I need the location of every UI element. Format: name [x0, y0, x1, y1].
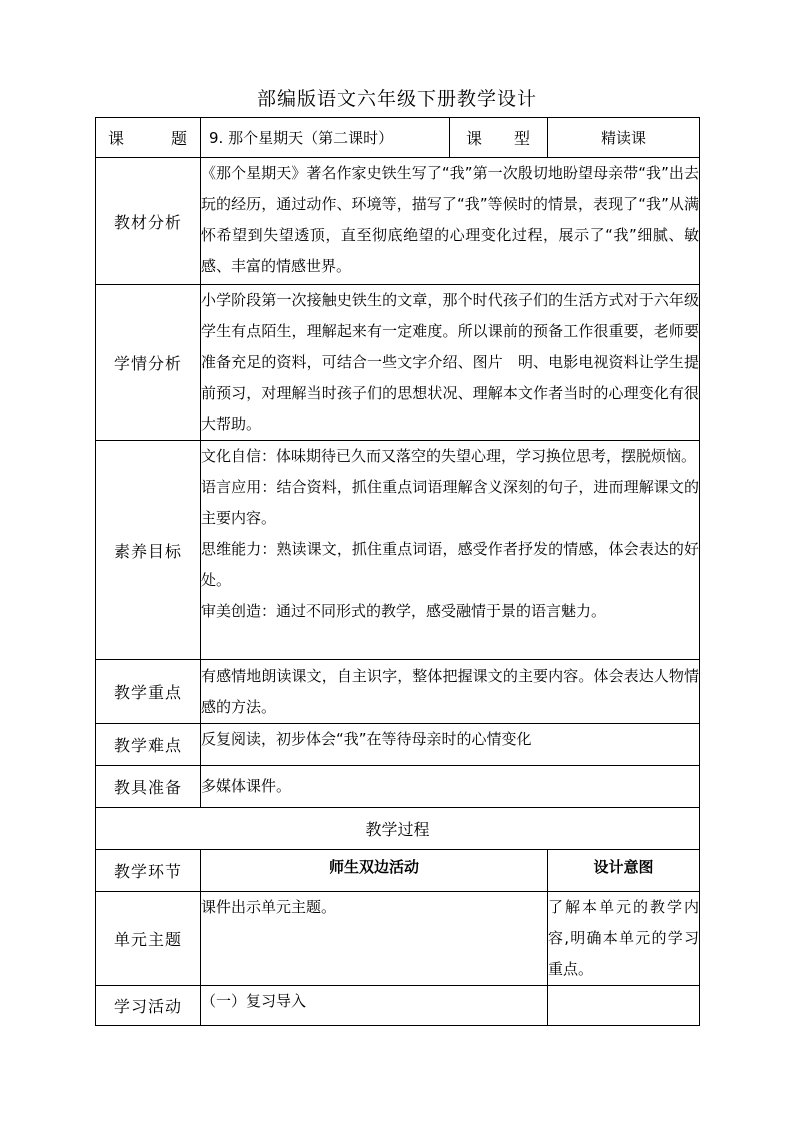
type-label-char-1: 课	[466, 129, 484, 148]
study-label: 学习活动	[96, 986, 201, 1026]
goal-item: 审美创造：通过不同形式的教学，感受融情于景的语言魅力。	[201, 602, 607, 620]
goal-item: 思维能力：熟读课文，抓住重点词语，感受作者抒发的情感，体会表达的好处。	[201, 540, 699, 589]
type-label-cell	[450, 118, 548, 158]
type-value: 精读课	[548, 118, 700, 158]
header-row	[96, 118, 700, 158]
key-text: 有感情地朗读课文，自主识字，整体把握课文的主要内容。体会表达人物情感的方法。	[201, 660, 700, 724]
unit-activity: 课件出示单元主题。	[201, 892, 548, 986]
difficulty-text: 反复阅读，初步体会“我”在等待母亲时的心情变化	[201, 724, 700, 766]
student-label: 学情分析	[96, 285, 201, 441]
process-title-row	[96, 808, 700, 850]
student-row	[96, 285, 700, 441]
study-row	[96, 986, 700, 1026]
tools-row	[96, 766, 700, 808]
goal-item: 语言应用：结合资料，抓住重点词语理解含义深刻的句子，进而理解课文的主要内容。	[201, 478, 699, 527]
goals-list	[201, 441, 700, 660]
study-activity: （一）复习导入	[201, 986, 548, 1026]
study-intent	[548, 986, 700, 1026]
document-title: 部编版语文六年级下册教学设计	[256, 88, 537, 110]
goals-row	[96, 441, 700, 660]
course-label-cell	[96, 118, 201, 158]
difficulty-row	[96, 724, 700, 766]
student-text: 小学阶段第一次接触史铁生的文章，那个时代孩子们的生活方式对于六年级学生有点陌生，理解起来有一定难度。所以课前的预备工作很重要，老师要准备充足的资料，可结合一些文字介绍、图片 明、电影电视资料让学生提前预习，对理解当时孩子们的思想状况、理解本文作者当时的心理变化有很大帮助。	[201, 285, 700, 441]
process-header-row	[96, 850, 700, 892]
course-label-char-2: 题	[170, 129, 188, 148]
unit-row	[96, 892, 700, 986]
unit-label: 单元主题	[96, 892, 201, 986]
process-title: 教学过程	[96, 808, 700, 850]
tools-text: 多媒体课件。	[201, 766, 700, 808]
unit-intent: 了解本单元的教学内容,明确本单元的学习重点。	[548, 892, 700, 986]
difficulty-label: 教学难点	[96, 724, 201, 766]
key-label: 教学重点	[96, 660, 201, 724]
key-row	[96, 660, 700, 724]
process-col-stage: 教学环节	[96, 850, 201, 892]
process-col-intent: 设计意图	[548, 850, 700, 892]
tools-label: 教具准备	[96, 766, 201, 808]
goal-item: 文化自信：体味期待已久而又落空的失望心理，学习换位思考，摆脱烦恼。	[201, 447, 697, 465]
type-label-char-2: 型	[513, 129, 531, 148]
course-value: 9. 那个星期天（第二课时）	[201, 118, 450, 158]
process-col-activity: 师生双边活动	[201, 850, 548, 892]
goals-label: 素养目标	[96, 441, 201, 660]
course-label-char-1: 课	[108, 129, 126, 148]
material-label: 教材分析	[96, 158, 201, 285]
material-text: 《那个星期天》著名作家史铁生写了“我”第一次殷切地盼望母亲带“我”出去玩的经历，通过动作、环境等，描写了“我”等候时的情景，表现了“我”从满怀希望到失望透顶，直至彻底绝望的心理变化过程，展示了“我”细腻、敏感、丰富的情感世界。	[201, 158, 700, 285]
lesson-plan-table	[95, 117, 700, 1026]
material-row	[96, 158, 700, 285]
